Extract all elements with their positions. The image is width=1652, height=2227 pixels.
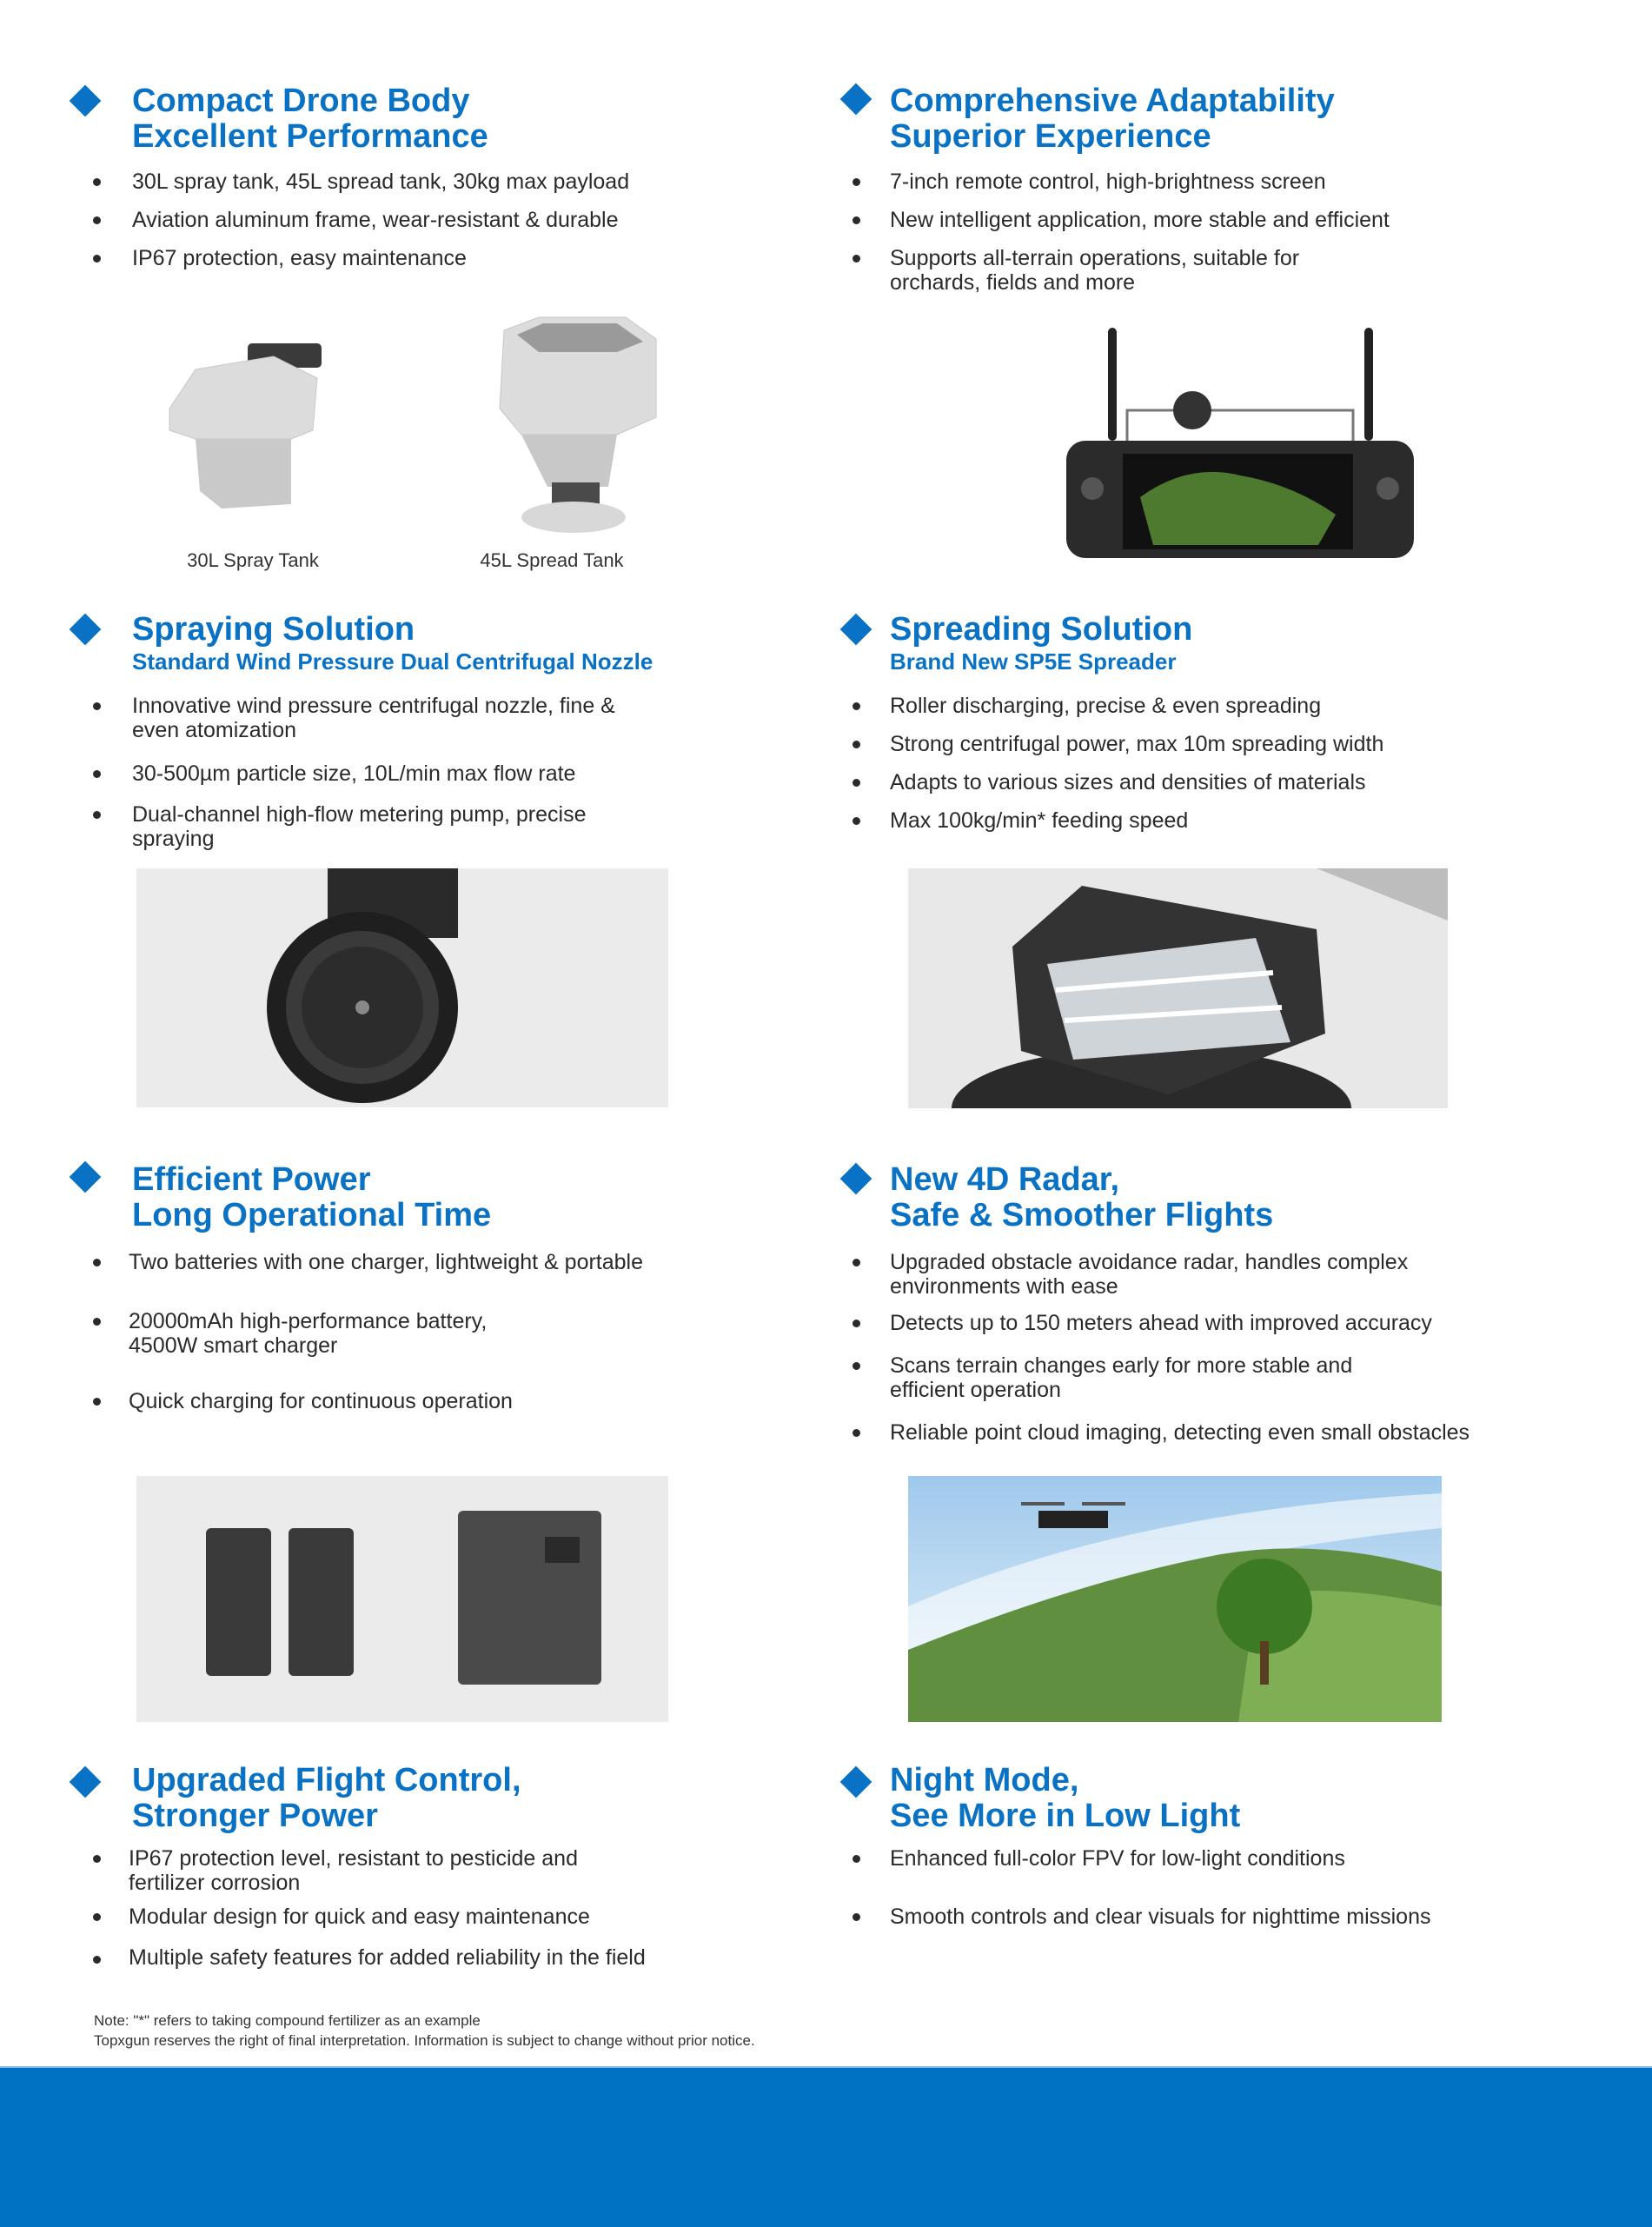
spread-tank-image [487, 313, 669, 539]
bullet-item: Upgraded obstacle avoidance radar, handles complex environments with ease [890, 1250, 1409, 1299]
section-subtitle: Brand New SP5E Spreader [890, 648, 1177, 675]
bullet-item: Smooth controls and clear visuals for nighttime missions [890, 1905, 1431, 1929]
remote-controller-image [1058, 323, 1423, 562]
bullet-icon [93, 255, 101, 263]
diamond-icon [840, 1766, 872, 1798]
disclaimer: Topxgun reserves the right of final interpretation. Information is subject to change without prior notice. [94, 2032, 755, 2049]
bullet-item: Detects up to 150 meters ahead with improved accuracy [890, 1311, 1432, 1335]
bullet-icon [853, 1259, 860, 1266]
section-title: Comprehensive Adaptability Superior Experience [890, 83, 1335, 155]
bullet-item: Enhanced full-color FPV for low-light conditions [890, 1846, 1345, 1871]
bullet-item: New intelligent application, more stable and efficient [890, 208, 1390, 232]
section-title: New 4D Radar, Safe & Smoother Flights [890, 1161, 1274, 1233]
nozzle-image [136, 868, 668, 1107]
diamond-icon [70, 614, 102, 646]
bullet-icon [853, 817, 860, 825]
bullet-icon [93, 216, 101, 224]
footnote: Note: "*" refers to taking compound fertilizer as an example [94, 2012, 481, 2029]
bullet-item: Strong centrifugal power, max 10m spreading width [890, 732, 1384, 756]
bullet-icon [93, 702, 101, 710]
section-title: Upgraded Flight Control, Stronger Power [132, 1762, 521, 1834]
diamond-icon [70, 85, 102, 117]
bullet-item: Innovative wind pressure centrifugal nozzle, fine & even atomization [132, 694, 615, 742]
bullet-icon [853, 779, 860, 787]
bullet-item: IP67 protection, easy maintenance [132, 246, 467, 270]
bullet-icon [93, 811, 101, 819]
bullet-icon [853, 178, 860, 186]
section-title: Efficient Power Long Operational Time [132, 1161, 492, 1233]
bullet-icon [853, 216, 860, 224]
bullet-item: 30-500µm particle size, 10L/min max flow rate [132, 761, 576, 786]
diamond-icon [840, 614, 872, 646]
bullet-icon [853, 702, 860, 710]
bullet-icon [93, 1259, 101, 1266]
bullet-item: Aviation aluminum frame, wear-resistant & durable [132, 208, 619, 232]
bullet-item: Dual-channel high-flow metering pump, precise spraying [132, 802, 587, 851]
bullet-icon [853, 1362, 860, 1370]
section-title: Spreading Solution [890, 611, 1193, 648]
bullet-icon [853, 1320, 860, 1327]
bullet-icon [853, 1429, 860, 1437]
section-subtitle: Standard Wind Pressure Dual Centrifugal Nozzle [132, 648, 654, 675]
bullet-icon [93, 1913, 101, 1921]
bullet-icon [93, 178, 101, 186]
diamond-icon [840, 1163, 872, 1195]
bullet-icon [93, 1318, 101, 1326]
diamond-icon [70, 1766, 102, 1798]
bullet-icon [853, 255, 860, 263]
spread-tank-caption: 45L Spread Tank [480, 549, 624, 571]
footer-band [0, 2066, 1652, 2227]
section-title: Night Mode, See More in Low Light [890, 1762, 1241, 1834]
section-title: Compact Drone Body Excellent Performance [132, 83, 488, 155]
bullet-item: IP67 protection level, resistant to pesticide and fertilizer corrosion [129, 1846, 578, 1895]
bullet-icon [853, 1855, 860, 1863]
bullet-item: 20000mAh high-performance battery, 4500W smart charger [129, 1309, 488, 1358]
spray-tank-caption: 30L Spray Tank [187, 549, 319, 571]
bullet-icon [93, 1398, 101, 1406]
bullet-item: Multiple safety features for added reliability in the field [129, 1945, 646, 1970]
bullet-icon [93, 1855, 101, 1863]
bullet-icon [93, 770, 101, 778]
spray-tank-image [161, 335, 343, 517]
bullet-item: 30L spray tank, 45L spread tank, 30kg max payload [132, 170, 630, 194]
drone-radar-image [908, 1476, 1442, 1722]
section-title: Spraying Solution [132, 611, 415, 648]
bullet-item: Reliable point cloud imaging, detecting even small obstacles [890, 1420, 1470, 1445]
bullet-item: Roller discharging, precise & even spreading [890, 694, 1322, 718]
bullet-icon [93, 1956, 101, 1964]
battery-charger-image [136, 1476, 668, 1722]
bullet-item: Quick charging for continuous operation [129, 1389, 513, 1413]
bullet-item: Scans terrain changes early for more stable and efficient operation [890, 1353, 1353, 1402]
diamond-icon [840, 83, 872, 116]
bullet-item: Adapts to various sizes and densities of materials [890, 770, 1366, 794]
bullet-item: Supports all-terrain operations, suitable for orchards, fields and more [890, 246, 1300, 295]
bullet-item: Modular design for quick and easy maintenance [129, 1905, 590, 1929]
bullet-icon [853, 741, 860, 748]
bullet-item: 7-inch remote control, high-brightness screen [890, 170, 1326, 194]
bullet-item: Two batteries with one charger, lightweight & portable [129, 1250, 644, 1274]
bullet-item: Max 100kg/min* feeding speed [890, 808, 1189, 833]
spreader-image [908, 868, 1448, 1108]
diamond-icon [70, 1161, 102, 1193]
bullet-icon [853, 1913, 860, 1921]
